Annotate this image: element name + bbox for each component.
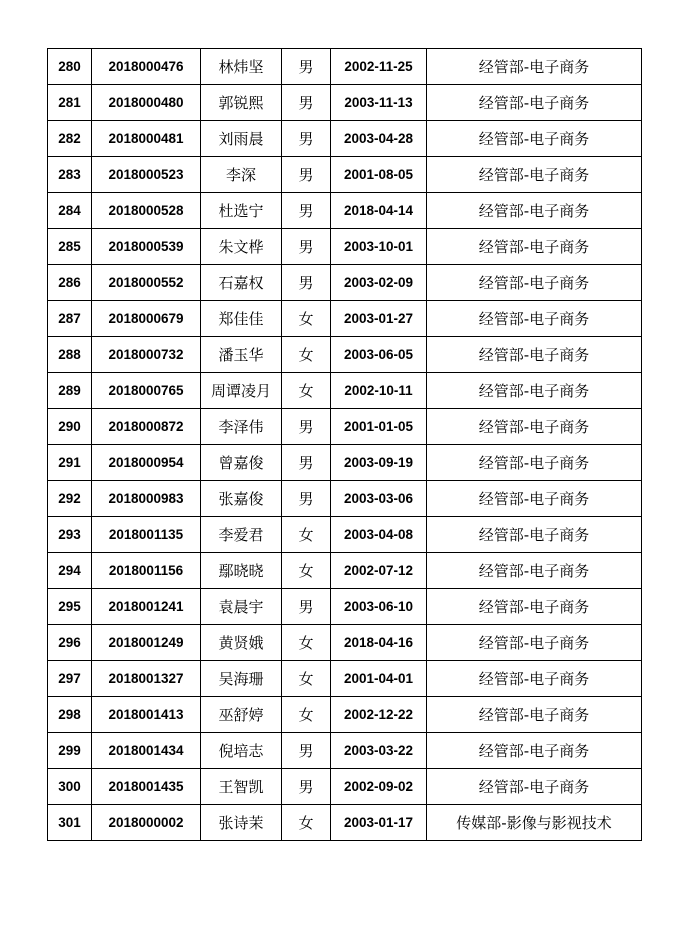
gender-cell: 女: [282, 517, 331, 553]
roster-body: [48, 49, 642, 841]
row-number-cell: 281: [48, 85, 92, 121]
student-name-cell: 郭锐熙: [201, 85, 282, 121]
table-row: [48, 517, 642, 553]
gender-cell: 男: [282, 193, 331, 229]
student-name-cell: 林炜坚: [201, 49, 282, 85]
row-number-cell: 283: [48, 157, 92, 193]
department-cell: 经管部-电子商务: [427, 157, 642, 193]
student-id-cell: 2018000523: [92, 157, 201, 193]
student-id-cell: 2018001135: [92, 517, 201, 553]
department-cell: 经管部-电子商务: [427, 769, 642, 805]
row-number-cell: 299: [48, 733, 92, 769]
row-number-cell: 292: [48, 481, 92, 517]
student-name-cell: 周谭凌月: [201, 373, 282, 409]
table-row: [48, 337, 642, 373]
department-cell: 经管部-电子商务: [427, 229, 642, 265]
row-number-cell: 293: [48, 517, 92, 553]
table-row: [48, 589, 642, 625]
birth-date-cell: 2018-04-14: [331, 193, 427, 229]
department-cell: 经管部-电子商务: [427, 409, 642, 445]
student-id-cell: 2018000732: [92, 337, 201, 373]
department-cell: 经管部-电子商务: [427, 553, 642, 589]
birth-date-cell: 2002-09-02: [331, 769, 427, 805]
student-name-cell: 张嘉俊: [201, 481, 282, 517]
student-name-cell: 郑佳佳: [201, 301, 282, 337]
department-cell: 经管部-电子商务: [427, 589, 642, 625]
row-number-cell: 298: [48, 697, 92, 733]
department-cell: 经管部-电子商务: [427, 85, 642, 121]
row-number-cell: 282: [48, 121, 92, 157]
birth-date-cell: 2003-03-06: [331, 481, 427, 517]
birth-date-cell: 2003-06-10: [331, 589, 427, 625]
department-cell: 经管部-电子商务: [427, 121, 642, 157]
row-number-cell: 295: [48, 589, 92, 625]
gender-cell: 男: [282, 769, 331, 805]
table-row: [48, 85, 642, 121]
gender-cell: 男: [282, 229, 331, 265]
student-id-cell: 2018000872: [92, 409, 201, 445]
row-number-cell: 290: [48, 409, 92, 445]
table-row: [48, 481, 642, 517]
birth-date-cell: 2001-08-05: [331, 157, 427, 193]
row-number-cell: 286: [48, 265, 92, 301]
row-number-cell: 287: [48, 301, 92, 337]
row-number-cell: 301: [48, 805, 92, 841]
birth-date-cell: 2003-02-09: [331, 265, 427, 301]
row-number-cell: 300: [48, 769, 92, 805]
student-name-cell: 黄贤娥: [201, 625, 282, 661]
row-number-cell: 284: [48, 193, 92, 229]
student-id-cell: 2018000539: [92, 229, 201, 265]
row-number-cell: 280: [48, 49, 92, 85]
row-number-cell: 285: [48, 229, 92, 265]
gender-cell: 男: [282, 445, 331, 481]
gender-cell: 女: [282, 373, 331, 409]
department-cell: 经管部-电子商务: [427, 661, 642, 697]
gender-cell: 男: [282, 589, 331, 625]
birth-date-cell: 2003-09-19: [331, 445, 427, 481]
birth-date-cell: 2003-10-01: [331, 229, 427, 265]
birth-date-cell: 2003-01-17: [331, 805, 427, 841]
gender-cell: 男: [282, 481, 331, 517]
table-row: [48, 49, 642, 85]
student-id-cell: 2018000528: [92, 193, 201, 229]
student-id-cell: 2018000002: [92, 805, 201, 841]
gender-cell: 男: [282, 85, 331, 121]
department-cell: 经管部-电子商务: [427, 193, 642, 229]
table-row: [48, 697, 642, 733]
student-name-cell: 张诗茉: [201, 805, 282, 841]
table-row: [48, 625, 642, 661]
table-row: [48, 265, 642, 301]
student-name-cell: 杜选宁: [201, 193, 282, 229]
birth-date-cell: 2002-07-12: [331, 553, 427, 589]
table-row: [48, 553, 642, 589]
student-id-cell: 2018000954: [92, 445, 201, 481]
department-cell: 经管部-电子商务: [427, 337, 642, 373]
gender-cell: 男: [282, 49, 331, 85]
gender-cell: 男: [282, 733, 331, 769]
row-number-cell: 297: [48, 661, 92, 697]
student-id-cell: 2018000983: [92, 481, 201, 517]
birth-date-cell: 2003-06-05: [331, 337, 427, 373]
table-row: [48, 301, 642, 337]
student-name-cell: 潘玉华: [201, 337, 282, 373]
student-name-cell: 吴海珊: [201, 661, 282, 697]
table-row: [48, 373, 642, 409]
gender-cell: 女: [282, 805, 331, 841]
gender-cell: 女: [282, 301, 331, 337]
table-row: [48, 121, 642, 157]
student-name-cell: 王智凯: [201, 769, 282, 805]
table-row: [48, 769, 642, 805]
student-id-cell: 2018001241: [92, 589, 201, 625]
gender-cell: 女: [282, 697, 331, 733]
department-cell: 经管部-电子商务: [427, 265, 642, 301]
student-id-cell: 2018001249: [92, 625, 201, 661]
table-row: [48, 661, 642, 697]
birth-date-cell: 2003-03-22: [331, 733, 427, 769]
student-id-cell: 2018001327: [92, 661, 201, 697]
table-row: [48, 805, 642, 841]
birth-date-cell: 2003-04-28: [331, 121, 427, 157]
birth-date-cell: 2002-11-25: [331, 49, 427, 85]
student-id-cell: 2018000765: [92, 373, 201, 409]
student-id-cell: 2018000476: [92, 49, 201, 85]
table-row: [48, 157, 642, 193]
student-id-cell: 2018001434: [92, 733, 201, 769]
row-number-cell: 288: [48, 337, 92, 373]
table-row: [48, 193, 642, 229]
gender-cell: 男: [282, 121, 331, 157]
department-cell: 经管部-电子商务: [427, 445, 642, 481]
student-id-cell: 2018000480: [92, 85, 201, 121]
student-id-cell: 2018001413: [92, 697, 201, 733]
birth-date-cell: 2003-11-13: [331, 85, 427, 121]
student-name-cell: 石嘉权: [201, 265, 282, 301]
table-row: [48, 229, 642, 265]
student-name-cell: 李爱君: [201, 517, 282, 553]
birth-date-cell: 2002-10-11: [331, 373, 427, 409]
student-roster-table: [47, 48, 642, 841]
student-name-cell: 鄢晓晓: [201, 553, 282, 589]
birth-date-cell: 2018-04-16: [331, 625, 427, 661]
department-cell: 传媒部-影像与影视技术: [427, 805, 642, 841]
table-row: [48, 409, 642, 445]
birth-date-cell: 2001-01-05: [331, 409, 427, 445]
department-cell: 经管部-电子商务: [427, 373, 642, 409]
birth-date-cell: 2003-04-08: [331, 517, 427, 553]
gender-cell: 男: [282, 157, 331, 193]
student-name-cell: 朱文桦: [201, 229, 282, 265]
birth-date-cell: 2001-04-01: [331, 661, 427, 697]
row-number-cell: 291: [48, 445, 92, 481]
table-row: [48, 445, 642, 481]
row-number-cell: 289: [48, 373, 92, 409]
department-cell: 经管部-电子商务: [427, 517, 642, 553]
gender-cell: 女: [282, 337, 331, 373]
department-cell: 经管部-电子商务: [427, 301, 642, 337]
table-row: [48, 733, 642, 769]
student-name-cell: 李深: [201, 157, 282, 193]
birth-date-cell: 2002-12-22: [331, 697, 427, 733]
student-id-cell: 2018000552: [92, 265, 201, 301]
row-number-cell: 294: [48, 553, 92, 589]
gender-cell: 女: [282, 625, 331, 661]
student-id-cell: 2018000481: [92, 121, 201, 157]
gender-cell: 女: [282, 661, 331, 697]
student-id-cell: 2018000679: [92, 301, 201, 337]
student-name-cell: 李泽伟: [201, 409, 282, 445]
student-name-cell: 刘雨晨: [201, 121, 282, 157]
gender-cell: 男: [282, 265, 331, 301]
student-id-cell: 2018001435: [92, 769, 201, 805]
department-cell: 经管部-电子商务: [427, 481, 642, 517]
department-cell: 经管部-电子商务: [427, 49, 642, 85]
gender-cell: 男: [282, 409, 331, 445]
student-name-cell: 巫舒婷: [201, 697, 282, 733]
department-cell: 经管部-电子商务: [427, 697, 642, 733]
student-id-cell: 2018001156: [92, 553, 201, 589]
student-name-cell: 曾嘉俊: [201, 445, 282, 481]
department-cell: 经管部-电子商务: [427, 733, 642, 769]
department-cell: 经管部-电子商务: [427, 625, 642, 661]
row-number-cell: 296: [48, 625, 92, 661]
student-name-cell: 袁晨宇: [201, 589, 282, 625]
student-name-cell: 倪培志: [201, 733, 282, 769]
birth-date-cell: 2003-01-27: [331, 301, 427, 337]
gender-cell: 女: [282, 553, 331, 589]
